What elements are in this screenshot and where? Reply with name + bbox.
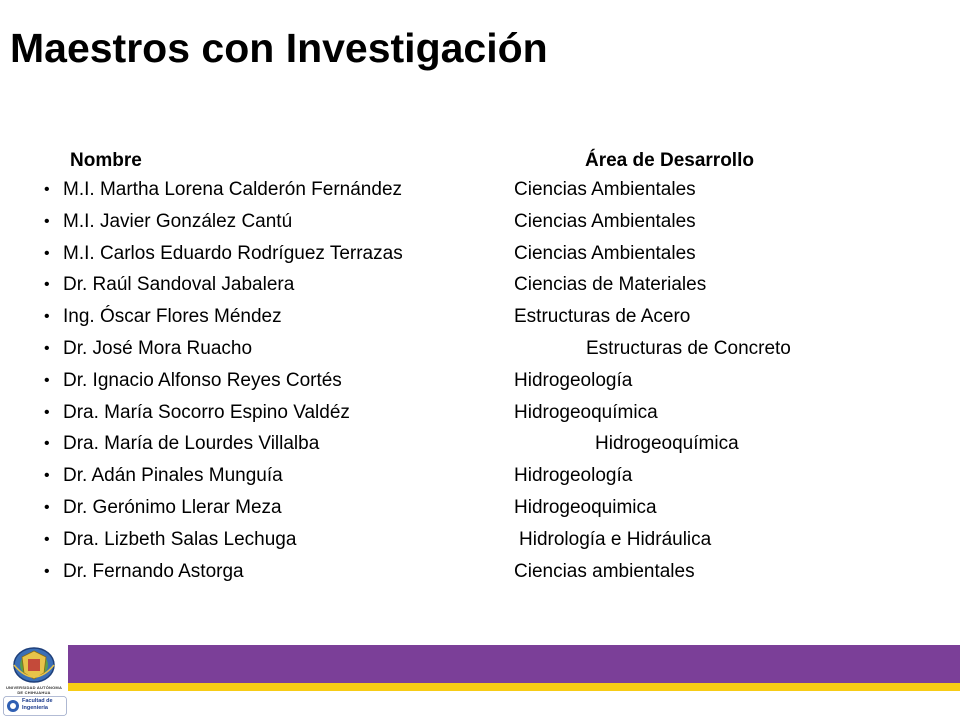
research-area: Hidrogeoquímica <box>514 401 658 423</box>
research-area: Estructuras de Acero <box>514 306 691 328</box>
faculty-logo-line2: Ingeniería <box>22 704 48 711</box>
research-area: Ciencias ambientales <box>514 560 695 582</box>
research-area: Estructuras de Concreto <box>586 338 791 359</box>
researcher-name: Dr. Ignacio Alfonso Reyes Cortés <box>63 369 342 391</box>
researcher-name: Dr. Adán Pinales Munguía <box>63 465 283 487</box>
list-item <box>0 556 960 587</box>
list-item <box>0 174 960 205</box>
research-area: Hidrología e Hidráulica <box>519 528 712 550</box>
researcher-name: M.I. Martha Lorena Calderón Fernández <box>63 179 403 200</box>
bullet-icon: • <box>44 499 50 516</box>
column-header-area: Área de Desarrollo <box>585 150 754 171</box>
bullet-icon: • <box>44 530 50 548</box>
list-item <box>0 269 960 300</box>
footer-logo-panel <box>0 645 68 720</box>
researcher-name: Dr. Fernando Astorga <box>63 560 244 582</box>
faculty-logo-line1: Facultad de <box>22 698 53 704</box>
column-header-name: Nombre <box>70 150 142 171</box>
researcher-name: M.I. Carlos Eduardo Rodríguez Terrazas <box>63 242 403 264</box>
list-item <box>0 333 960 364</box>
research-area: Ciencias Ambientales <box>514 179 696 200</box>
bullet-icon: • <box>44 276 50 294</box>
list-item <box>0 365 960 396</box>
university-caption: UNIVERSIDAD AUTÓNOMA DE CHIHUAHUA <box>5 685 63 695</box>
list-item <box>0 206 960 237</box>
footer-accent-band <box>0 683 960 691</box>
researcher-name: Dra. Lizbeth Salas Lechuga <box>63 528 297 550</box>
list-item <box>0 301 960 332</box>
list-item <box>0 397 960 428</box>
list-item <box>0 428 960 459</box>
bullet-icon: • <box>44 340 50 357</box>
list-item <box>0 238 960 269</box>
researcher-name: Dra. María Socorro Espino Valdéz <box>63 401 350 423</box>
bullet-icon: • <box>44 403 50 421</box>
bullet-icon: • <box>44 371 50 389</box>
research-area: Hidrogeología <box>514 465 633 487</box>
researcher-name: Dr. José Mora Ruacho <box>63 338 253 359</box>
page-title: Maestros con Investigación <box>10 25 548 71</box>
researcher-name: Dra. María de Lourdes Villalba <box>63 433 320 455</box>
researcher-name: M.I. Javier González Cantú <box>63 210 293 232</box>
footer-band <box>0 645 960 683</box>
researcher-name: Ing. Óscar Flores Méndez <box>63 306 282 328</box>
bullet-icon: • <box>44 181 50 198</box>
bullet-icon: • <box>44 212 50 230</box>
bullet-icon: • <box>44 244 50 262</box>
list-item <box>0 460 960 491</box>
research-area: Ciencias Ambientales <box>514 210 696 232</box>
researcher-name: Dr. Raúl Sandoval Jabalera <box>63 274 295 296</box>
list-item <box>0 492 960 523</box>
bullet-icon: • <box>44 308 50 326</box>
research-area: Hidrogeoquímica <box>595 433 739 455</box>
research-area: Ciencias de Materiales <box>514 274 707 296</box>
research-area: Ciencias Ambientales <box>514 242 696 264</box>
research-area: Hidrogeoquimica <box>514 497 657 518</box>
list-item <box>0 524 960 555</box>
bullet-icon: • <box>44 435 50 453</box>
bullet-icon: • <box>44 467 50 485</box>
research-area: Hidrogeología <box>514 369 633 391</box>
researcher-name: Dr. Gerónimo Llerar Meza <box>63 497 282 518</box>
bullet-icon: • <box>44 562 50 580</box>
